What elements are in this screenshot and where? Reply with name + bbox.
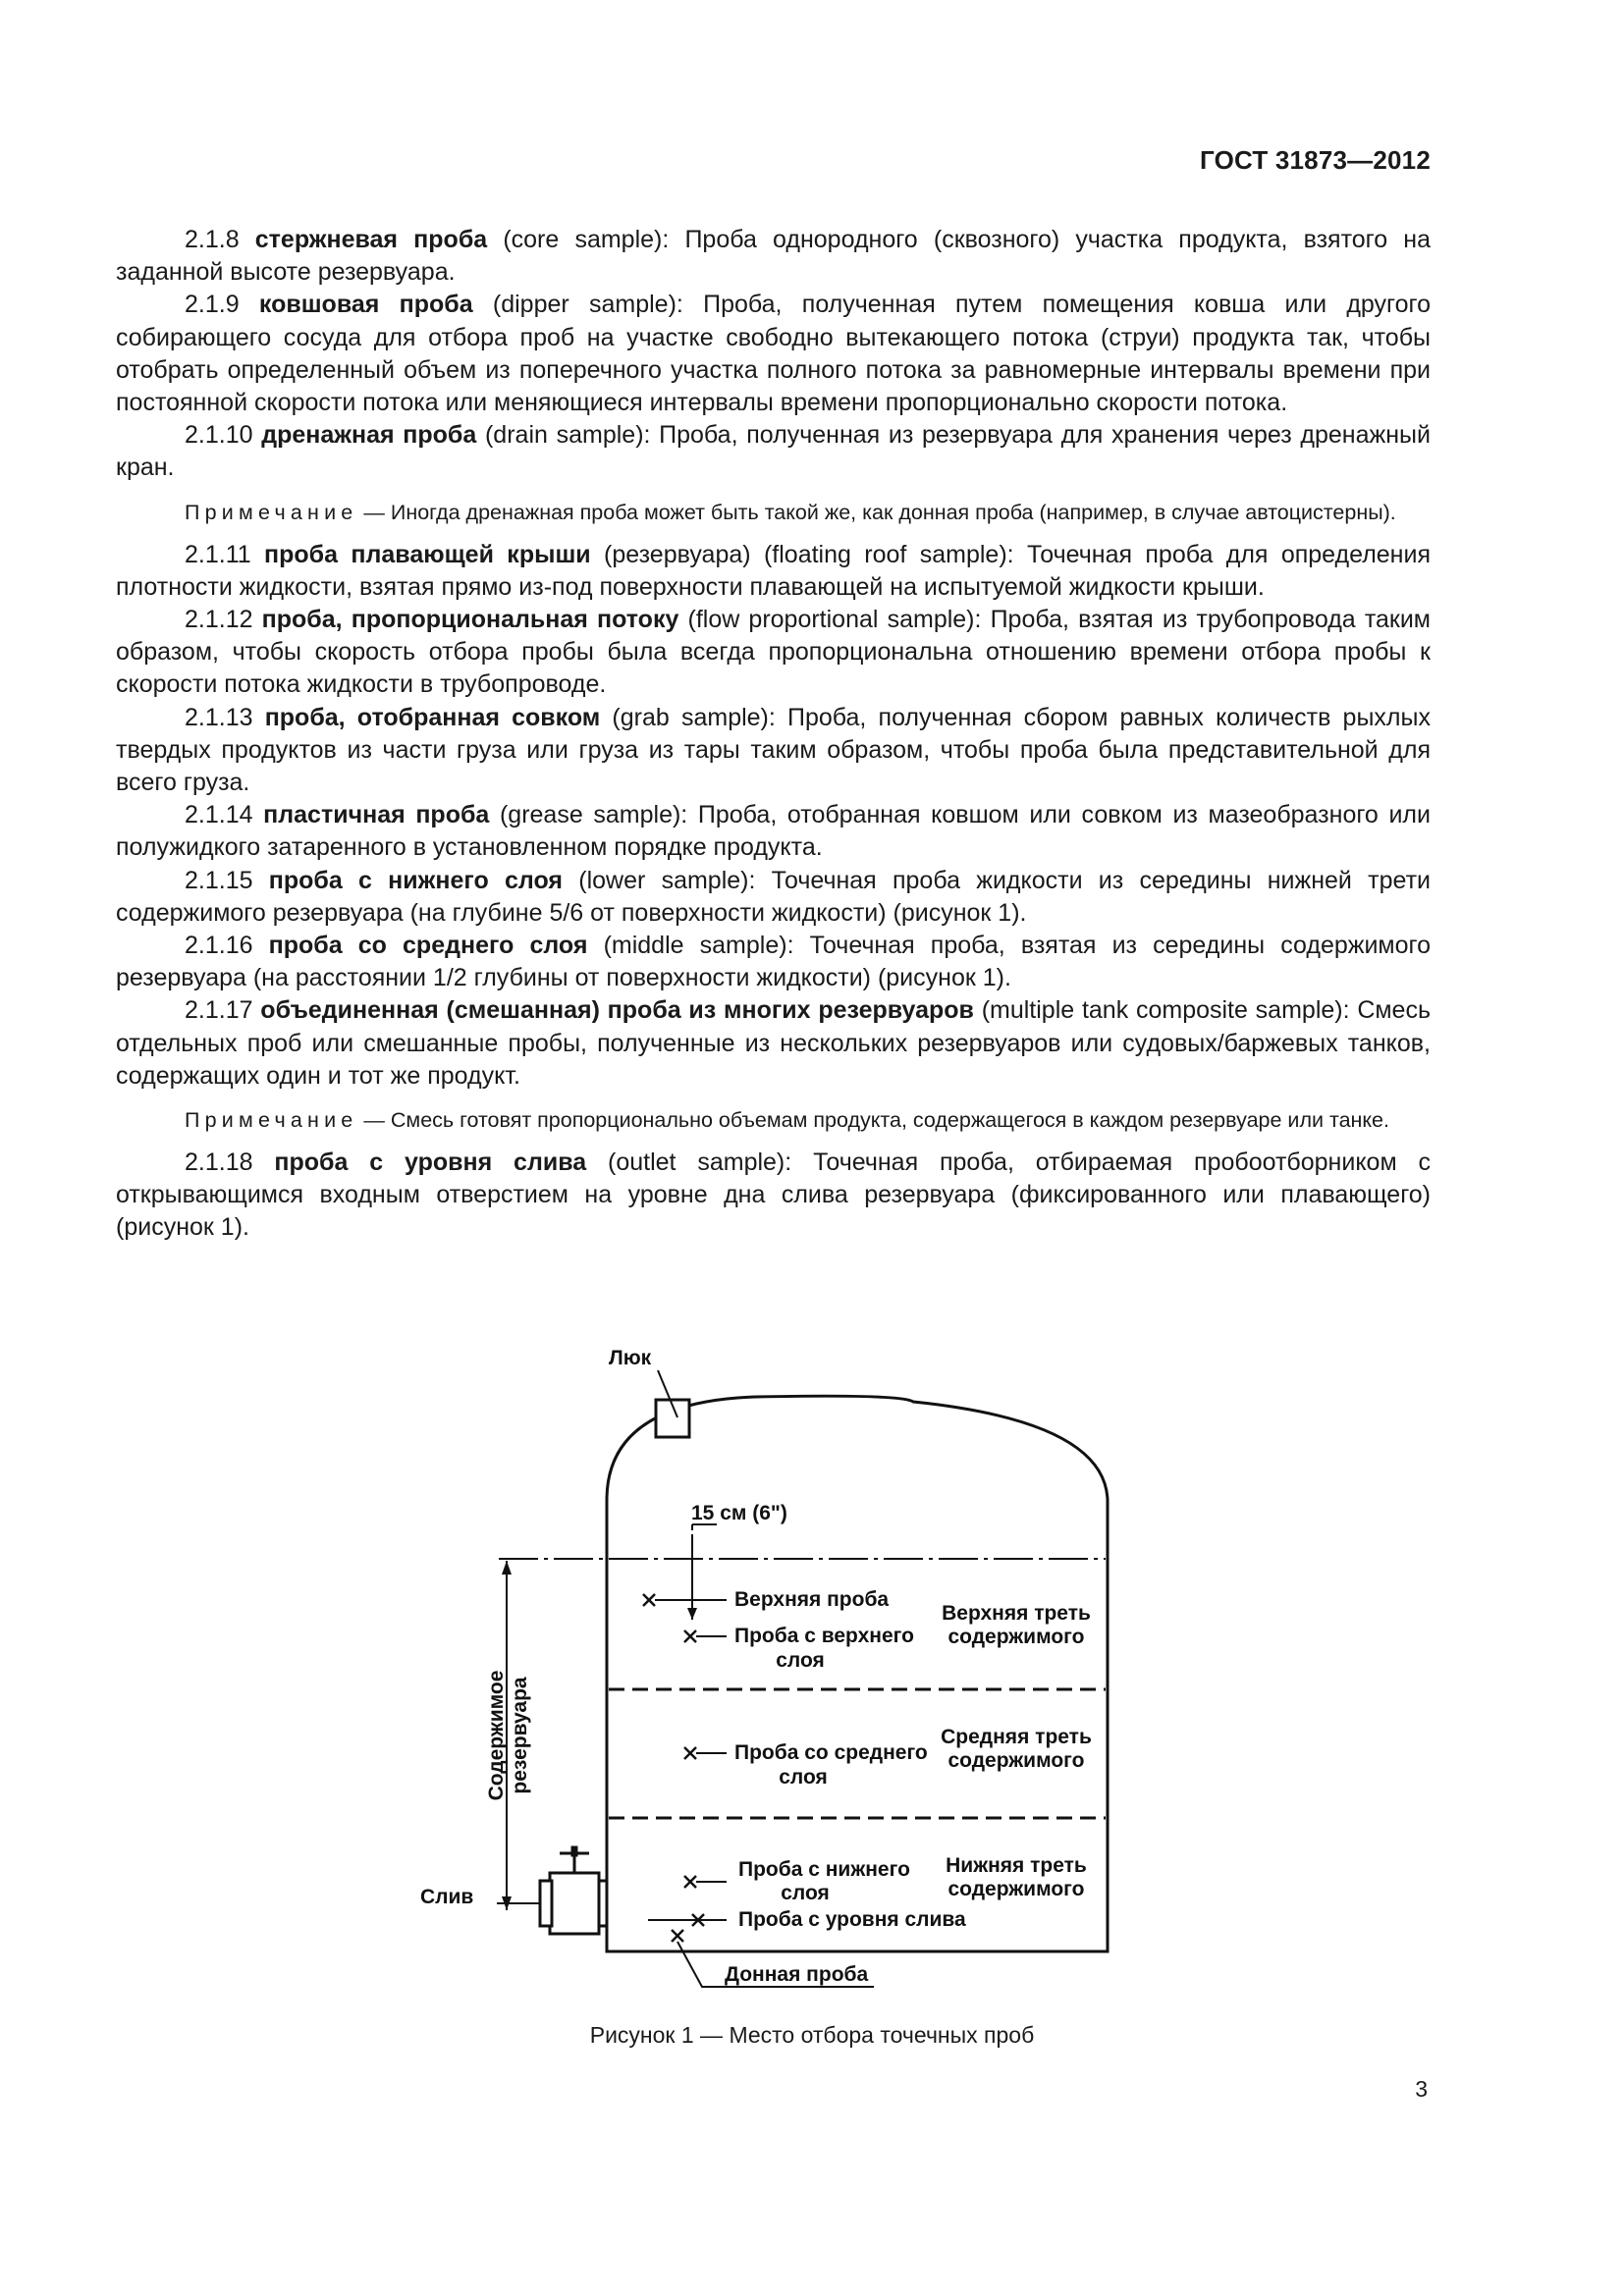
label-distance: 15 см (6")	[691, 1502, 787, 1524]
item-2-1-14: 2.1.14 пластичная проба (grease sample): Проба, отобранная ковшом или совком из мазеобразного или полужидкого затаренного в установленном порядке продукта.	[116, 801, 1431, 862]
note-1: Примечание — Иногда дренажная проба может быть такой же, как донная проба (например, в случае автоцистерны).	[185, 500, 1396, 524]
figure-tank-diagram	[412, 1343, 1119, 2001]
page-number: 3	[1415, 2076, 1428, 2102]
item-2-1-16: 2.1.16 проба со среднего слоя (middle sample): Точечная проба, взятая из середины содержимого резервуара (на расстоянии 1/2 глубины от поверхности жидкости) (рисунок 1).	[116, 932, 1432, 992]
item-2-1-15: 2.1.15 проба с нижнего слоя (lower sample): Точечная проба жидкости из середины нижней трети содержимого резервуара (на глубине 5/6 от поверхности жидкости) (рисунок 1).	[116, 866, 1431, 927]
label-middle-layer-1: Проба со среднего	[734, 1741, 928, 1764]
label-drain: Слив	[420, 1886, 474, 1908]
label-lower-layer-2: слоя	[781, 1882, 830, 1904]
upper-sample-mark	[643, 1594, 727, 1606]
svg-text:Содержимое: Содержимое	[485, 1670, 508, 1801]
svg-text:резервуара: резервуара	[509, 1677, 531, 1794]
item-2-1-10: 2.1.10 дренажная проба (drain sample): Проба, полученная из резервуара для хранения через дренажный кран.	[116, 421, 1431, 482]
document-header: ГОСТ 31873—2012	[1200, 145, 1431, 175]
label-bottom-sample: Донная проба	[725, 1963, 869, 1986]
label-hatch: Люк	[609, 1347, 652, 1369]
label-middle-third-1: Средняя треть	[941, 1726, 1092, 1748]
drain-valve	[497, 1847, 607, 1934]
item-2-1-13: 2.1.13 проба, отобранная совком (grab sample): Проба, полученная сбором равных количеств рыхлых твердых продуктов из части груза или груза из тары таким образом, чтобы проба была представительной для всего груза.	[116, 703, 1431, 797]
item-2-1-18: 2.1.18 проба с уровня слива (outlet sample): Точечная проба, отбираемая пробоотборником с открывающимся входным отверстием на уровне дна слива резервуара (фиксированного или плавающего) (рисунок 1).	[116, 1148, 1432, 1242]
middle-layer-mark	[684, 1747, 727, 1759]
label-lower-third-1: Нижняя треть	[946, 1854, 1087, 1877]
lower-layer-mark	[684, 1876, 727, 1888]
label-upper-third-2: содержимого	[947, 1626, 1085, 1648]
item-2-1-9: 2.1.9 ковшовая проба (dipper sample): Проба, полученная путем помещения ковша или другого собирающего сосуда для отбора проб на участке свободно вытекающего потока (струи) продукта так, чтобы отобрать определенный объем из поперечного участка полного потока за равномерные интервалы времени при постоянной скорости потока или меняющиеся интервалы времени пропорционально скорости потока.	[116, 291, 1431, 417]
upper-layer-mark	[684, 1630, 727, 1642]
label-outlet-sample: Проба с уровня слива	[738, 1908, 966, 1931]
label-lower-third-2: содержимого	[947, 1878, 1085, 1900]
label-lower-layer-1: Проба с нижнего	[738, 1858, 910, 1881]
item-2-1-17: 2.1.17 объединенная (смешанная) проба из многих резервуаров (multiple tank composite sample): Смесь отдельных проб или смешанные пробы, полученные из нескольких резервуаров или судовых/баржевых танков, содержащих один и тот же продукт.	[116, 996, 1431, 1090]
label-upper-sample: Верхняя проба	[734, 1588, 890, 1611]
item-2-1-8: 2.1.8 стержневая проба (core sample): Проба однородного (сквозного) участка продукта, взятого на заданной высоте резервуара.	[116, 226, 1431, 287]
item-2-1-12: 2.1.12 проба, пропорциональная потоку (flow proportional sample): Проба, взятая из трубопровода таким образом, чтобы скорость отбора пробы была всегда пропорциональна отношению времени отбора пробы к скорости потока жидкости в трубопроводе.	[116, 606, 1431, 699]
label-middle-third-2: содержимого	[947, 1749, 1085, 1772]
label-contents	[485, 1671, 531, 1801]
outlet-sample-mark	[648, 1914, 727, 1926]
figure-caption: Рисунок 1 — Место отбора точечных проб	[589, 2022, 1035, 2048]
document-body	[116, 224, 1431, 1245]
item-2-1-11: 2.1.11 проба плавающей крыши (резервуара) (floating roof sample): Точечная проба для определения плотности жидкости, взятая прямо из-под поверхности плавающей на испытуемой жидкости крыши.	[116, 540, 1431, 601]
tank-svg	[412, 1343, 1119, 2001]
label-middle-layer-2: слоя	[779, 1766, 828, 1789]
label-upper-layer-1: Проба с верхнего	[734, 1625, 914, 1647]
label-upper-layer-2: слоя	[776, 1649, 825, 1672]
label-upper-third-1: Верхняя треть	[942, 1602, 1091, 1625]
note-2: Примечание — Смесь готовят пропорционально объемам продукта, содержащегося в каждом резервуаре или танке.	[185, 1108, 1389, 1133]
